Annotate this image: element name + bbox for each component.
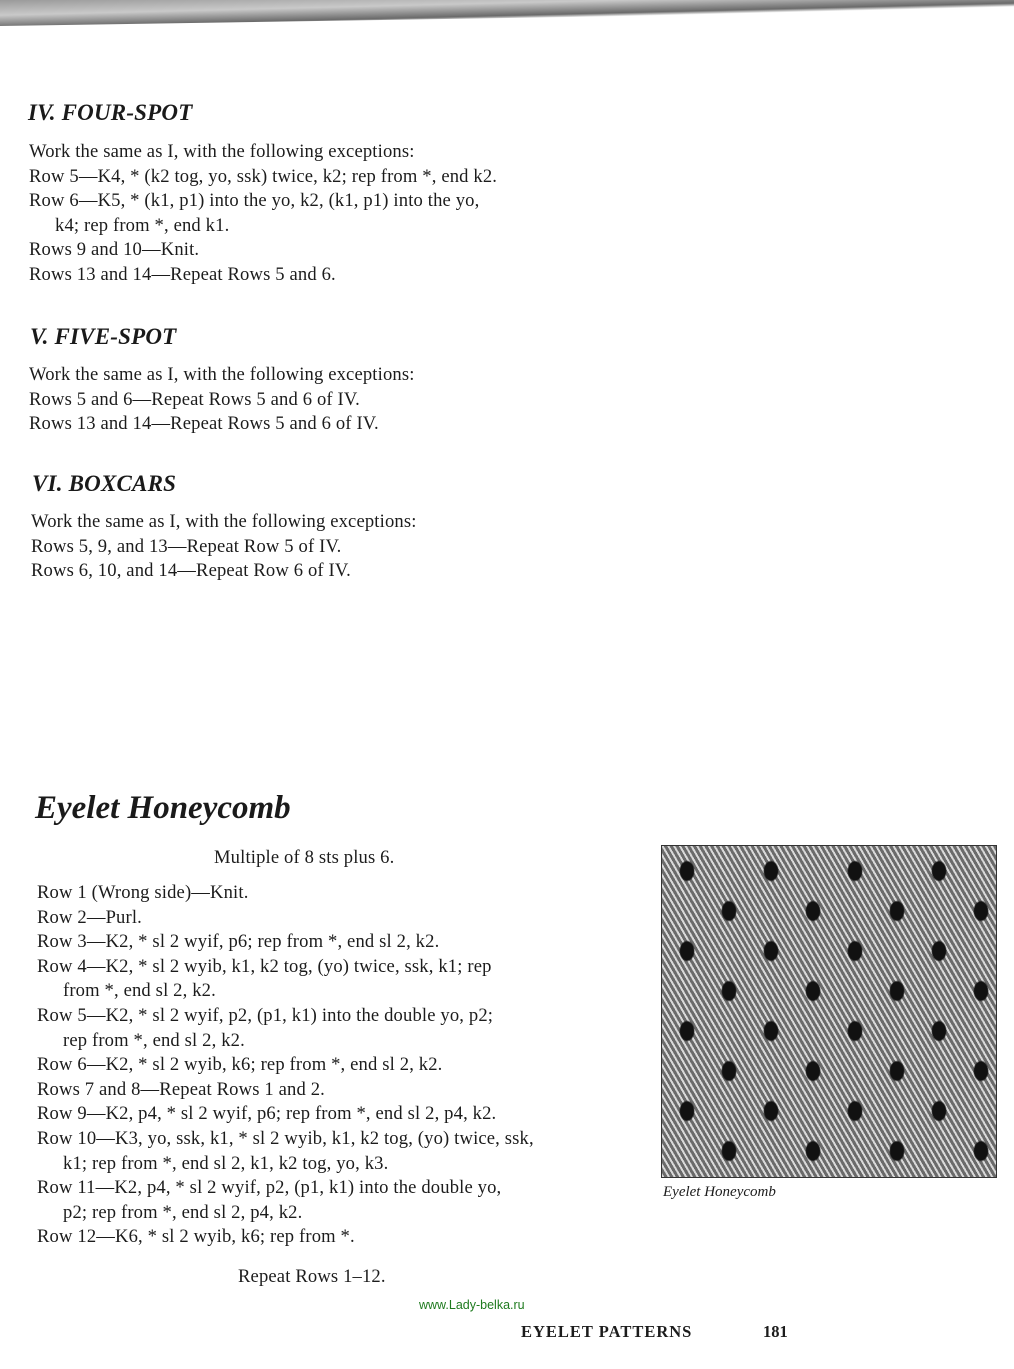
instruction-line: Row 5—K2, * sl 2 wyif, p2, (p1, k1) into the double yo, p2; (37, 1004, 494, 1026)
instruction-line: rep from *, end sl 2, k2. (63, 1029, 245, 1051)
instruction-line: Row 6—K5, * (k1, p1) into the yo, k2, (k1, p1) into the yo, (29, 190, 480, 212)
running-footer-chapter: EYELET PATTERNS (521, 1322, 693, 1341)
scan-shadow-edge (0, 0, 1014, 26)
instruction-line: Work the same as I, with the following exceptions: (29, 364, 415, 385)
instruction-line: Rows 13 and 14—Repeat Rows 5 and 6 of IV. (29, 413, 379, 435)
instruction-line: Rows 9 and 10—Knit. (29, 239, 200, 261)
pattern-instructions (37, 881, 534, 1250)
instruction-line: Row 12—K6, * sl 2 wyib, k6; rep from *. (37, 1226, 355, 1248)
page-number: 181 (763, 1322, 788, 1341)
stitch-multiple: Multiple of 8 sts plus 6. (214, 847, 395, 868)
instruction-line: Row 3—K2, * sl 2 wyif, p6; rep from *, end sl 2, k2. (37, 931, 440, 953)
instruction-line: Work the same as I, with the following exceptions: (31, 511, 417, 532)
instruction-line: k1; rep from *, end sl 2, k1, k2 tog, yo, k3. (63, 1152, 389, 1174)
instruction-line: Row 6—K2, * sl 2 wyib, k6; rep from *, end sl 2, k2. (37, 1054, 443, 1076)
watermark-link[interactable]: www.Lady-belka.ru (419, 1298, 525, 1312)
instruction-line: Row 1 (Wrong side)—Knit. (37, 882, 249, 903)
instruction-line: Work the same as I, with the following exceptions: (29, 141, 415, 162)
instruction-line: p2; rep from *, end sl 2, p4, k2. (63, 1201, 303, 1223)
section-body-five-spot (29, 363, 415, 437)
section-body-boxcars (31, 510, 417, 584)
section-title-boxcars: VI. BOXCARS (32, 471, 177, 496)
instruction-line: Rows 5 and 6—Repeat Rows 5 and 6 of IV. (29, 388, 360, 410)
instruction-line: Row 10—K3, yo, ssk, k1, * sl 2 wyib, k1, k2 tog, (yo) twice, ssk, (37, 1127, 534, 1149)
pattern-title: Eyelet Honeycomb (35, 790, 291, 826)
section-title-four-spot: IV. FOUR-SPOT (28, 100, 193, 125)
instruction-line: from *, end sl 2, k2. (63, 980, 216, 1002)
instruction-line: Rows 5, 9, and 13—Repeat Row 5 of IV. (31, 535, 342, 557)
instruction-line: Rows 13 and 14—Repeat Rows 5 and 6. (29, 263, 336, 285)
repeat-instruction: Repeat Rows 1–12. (238, 1266, 386, 1287)
instruction-line: Row 2—Purl. (37, 906, 142, 928)
instruction-line: k4; rep from *, end k1. (55, 214, 230, 236)
knit-swatch-photo (661, 845, 997, 1178)
instruction-line: Row 5—K4, * (k2 tog, yo, ssk) twice, k2; rep from *, end k2. (29, 165, 498, 187)
photo-caption: Eyelet Honeycomb (663, 1184, 776, 1200)
instruction-line: Row 4—K2, * sl 2 wyib, k1, k2 tog, (yo) twice, ssk, k1; rep (37, 955, 492, 977)
section-body-four-spot (29, 140, 497, 288)
section-title-five-spot: V. FIVE-SPOT (30, 324, 177, 349)
instruction-line: Row 9—K2, p4, * sl 2 wyif, p6; rep from *, end sl 2, p4, k2. (37, 1103, 497, 1125)
instruction-line: Rows 7 and 8—Repeat Rows 1 and 2. (37, 1078, 325, 1100)
instruction-line: Row 11—K2, p4, * sl 2 wyif, p2, (p1, k1) into the double yo, (37, 1177, 502, 1199)
instruction-line: Rows 6, 10, and 14—Repeat Row 6 of IV. (31, 560, 351, 582)
